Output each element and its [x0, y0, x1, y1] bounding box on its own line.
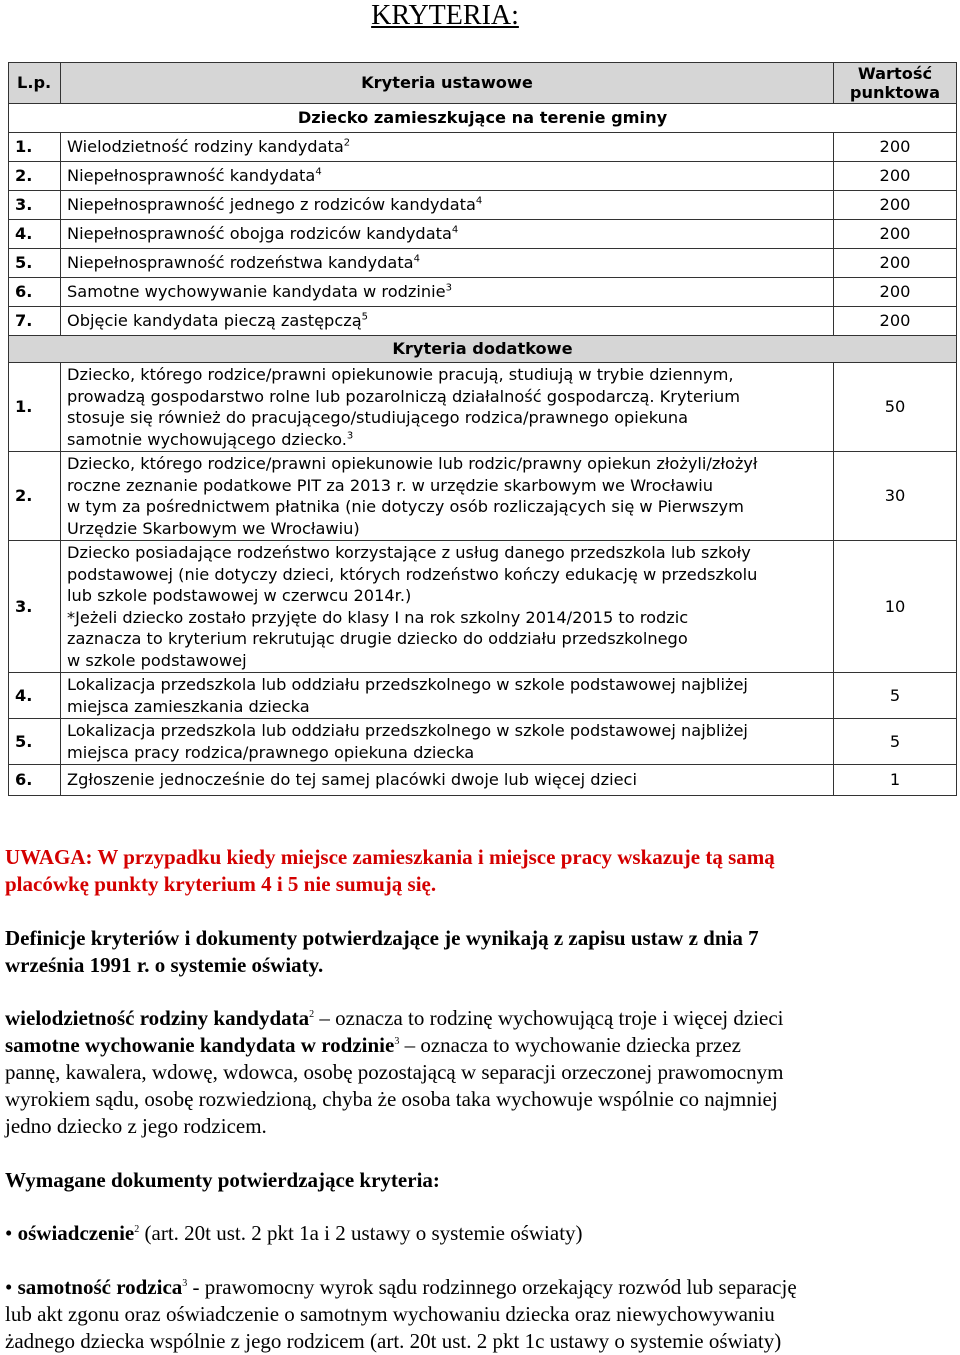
criterion-text: Niepełnosprawność rodzeństwa kandydata [67, 253, 414, 273]
section-additional-row [9, 336, 957, 363]
row-criterion [61, 541, 834, 673]
row-value: 200 [834, 249, 957, 278]
criterion-line: Dziecko, którego rodzice/prawni opiekunowie pracują, studiują w trybie dziennym, [67, 365, 734, 384]
row-value: 5 [834, 673, 957, 719]
criterion-footnote: 4 [475, 195, 483, 207]
header-value: Wartość punktowa [834, 63, 957, 104]
criterion-line: Dziecko posiadające rodzeństwo korzystające z usług danego przedszkola lub szkoły [67, 543, 751, 562]
doc1 [5, 1220, 935, 1247]
row-criterion [61, 162, 834, 191]
notice-line2: placówkę punkty kryterium 4 i 5 nie sumują się. [5, 872, 437, 896]
def1-sup: 2 [309, 1009, 315, 1020]
table-row [9, 162, 957, 191]
row-criterion [61, 191, 834, 220]
doc2-text: - prawomocny wyrok sądu rodzinnego orzekający rozwód lub separację [187, 1275, 797, 1299]
row-criterion [61, 765, 834, 796]
table-row [9, 249, 957, 278]
def1-term: wielodzietność rodziny kandydata [5, 1006, 310, 1030]
criterion-line: Lokalizacja przedszkola lub oddziału przedszkolnego w szkole podstawowej najbliżej [67, 675, 748, 694]
def2-line3: wyrokiem sądu, osobę rozwiedzioną, chyba że osoba taka wychowuje wspólnie co najmniej [5, 1087, 778, 1111]
criterion-line: miejsca pracy rodzica/prawnego opiekuna dziecka [67, 742, 475, 762]
doc1-term: oświadczenie [17, 1221, 135, 1245]
row-lp: 3. [9, 191, 61, 220]
definitions-block [5, 1005, 935, 1140]
criterion-line: zaznacza to kryterium rekrutując drugie dziecko do oddziału przedszkolnego [67, 629, 688, 648]
row-criterion [61, 363, 834, 452]
row-value: 5 [834, 719, 957, 765]
criterion-footnote: 4 [413, 253, 420, 265]
row-value: 200 [834, 220, 957, 249]
def1-text: – oznacza to rodzinę wychowującą troje i więcej dzieci [314, 1006, 784, 1030]
row-value: 1 [834, 765, 957, 796]
criterion-footnote: 4 [315, 166, 322, 178]
doc2-sup: 3 [182, 1278, 188, 1289]
criterion-line: w szkole podstawowej [67, 650, 247, 670]
table-row [9, 191, 957, 220]
header-lp: L.p. [9, 63, 61, 104]
table-row [9, 765, 957, 796]
criterion-line: podstawowej (nie dotyczy dzieci, których rodzeństwo kończy edukację w przedszkolu [67, 564, 758, 584]
notice [5, 844, 935, 898]
section-additional-title: Kryteria dodatkowe [9, 336, 957, 363]
table-row [9, 719, 957, 765]
def2-term: samotne wychowanie kandydata w rodzinie [5, 1033, 395, 1057]
def2-text: – oznacza to wychowanie dziecka przez [399, 1033, 741, 1057]
row-lp: 2. [9, 452, 61, 541]
doc1-bullet: • [5, 1221, 13, 1245]
table-row [9, 363, 957, 452]
row-criterion [61, 719, 834, 765]
criterion-line: *Jeżeli dziecko zostało przyjęte do klasy I na rok szkolny 2014/2015 to rodzic [67, 607, 689, 627]
criterion-text: Niepełnosprawność kandydata [67, 166, 316, 186]
row-criterion [61, 133, 834, 162]
row-lp: 6. [9, 765, 61, 796]
criterion-line: Urzędzie Skarbowym we Wrocławiu) [67, 518, 360, 538]
doc2-bullet: • [5, 1275, 13, 1299]
row-value: 10 [834, 541, 957, 673]
row-value: 200 [834, 133, 957, 162]
criterion-text: Niepełnosprawność obojga rodziców kandydata [67, 224, 452, 244]
row-lp: 4. [9, 673, 61, 719]
doc2-line3: żadnego dziecka wspólnie z jego rodzicem (art. 20t ust. 2 pkt 1c ustawy o systemie oświaty) [5, 1329, 782, 1353]
row-criterion [61, 220, 834, 249]
definitions-intro-line2: września 1991 r. o systemie oświaty. [5, 953, 324, 977]
criterion-text: Niepełnosprawność jednego z rodziców kandydata [67, 195, 476, 215]
row-lp: 1. [9, 363, 61, 452]
doc2 [5, 1274, 935, 1355]
definitions-intro-line1: Definicje kryteriów i dokumenty potwierdzające je wynikają z zapisu ustaw z dnia 7 [5, 926, 759, 950]
notice-line1: UWAGA: W przypadku kiedy miejsce zamieszkania i miejsce pracy wskazuje tą samą [5, 845, 775, 869]
criterion-footnote: 3 [445, 282, 452, 294]
criterion-text: Objęcie kandydata pieczą zastępczą [67, 311, 362, 331]
row-lp: 3. [9, 541, 61, 673]
def2-line4: jedno dziecko z jego rodzicem. [5, 1114, 267, 1138]
criteria-table [8, 62, 957, 796]
doc1-sup: 2 [134, 1224, 140, 1235]
table-row [9, 541, 957, 673]
criterion-footnote: 2 [343, 137, 351, 149]
doc2-line2: lub akt zgonu oraz oświadczenie o samotnym wychowaniu dziecka oraz niewychowywaniu [5, 1302, 775, 1326]
row-value: 200 [834, 278, 957, 307]
criterion-line: samotnie wychowującego dziecko. [67, 429, 347, 449]
header-criteria: Kryteria ustawowe [61, 63, 834, 104]
table-row [9, 133, 957, 162]
row-lp: 6. [9, 278, 61, 307]
criterion-text: Wielodzietność rodziny kandydata [67, 137, 344, 157]
definitions-intro [5, 925, 935, 979]
page-title: KRYTERIA: [371, 0, 519, 31]
row-criterion [61, 673, 834, 719]
row-value: 50 [834, 363, 957, 452]
criterion-line: roczne zeznanie podatkowe PIT za 2013 r. w urzędzie skarbowym we Wrocławiu [67, 475, 714, 495]
criterion-line: lub szkole podstawowej w czerwcu 2014r.) [67, 586, 412, 605]
row-lp: 5. [9, 249, 61, 278]
criterion-text: Samotne wychowywanie kandydata w rodzinie [67, 282, 446, 302]
criterion-footnote: 5 [361, 311, 369, 323]
section-resident-row [9, 104, 957, 133]
table-row [9, 452, 957, 541]
doc2-term: samotność rodzica [17, 1275, 183, 1299]
def2-sup: 3 [394, 1036, 400, 1047]
doc1-text: (art. 20t ust. 2 pkt 1a i 2 ustawy o systemie oświaty) [139, 1221, 583, 1245]
row-criterion [61, 249, 834, 278]
row-value: 200 [834, 162, 957, 191]
row-criterion [61, 307, 834, 336]
row-lp: 4. [9, 220, 61, 249]
criterion-line: prowadzą gospodarstwo rolne lub pozarolniczą działalność gospodarczą. Kryterium [67, 386, 741, 406]
row-lp: 1. [9, 133, 61, 162]
table-row [9, 307, 957, 336]
row-lp: 5. [9, 719, 61, 765]
row-criterion [61, 452, 834, 541]
criterion-line: Zgłoszenie jednocześnie do tej samej placówki dwoje lub więcej dzieci [67, 770, 637, 790]
table-row [9, 278, 957, 307]
table-row [9, 220, 957, 249]
criterion-footnote: 4 [451, 224, 459, 236]
row-criterion [61, 278, 834, 307]
row-value: 200 [834, 307, 957, 336]
table-header-row [9, 63, 957, 104]
criterion-line: miejsca zamieszkania dziecka [67, 696, 310, 716]
criterion-line: stosuje się również do pracującego/studiującego rodzica/prawnego opiekuna [67, 408, 689, 427]
required-docs-heading: Wymagane dokumenty potwierdzające kryteria: [5, 1168, 440, 1192]
table-row [9, 673, 957, 719]
row-value: 30 [834, 452, 957, 541]
row-lp: 7. [9, 307, 61, 336]
criterion-line: Lokalizacja przedszkola lub oddziału przedszkolnego w szkole podstawowej najbliżej [67, 721, 748, 740]
row-value: 200 [834, 191, 957, 220]
row-lp: 2. [9, 162, 61, 191]
criterion-footnote: 3 [346, 430, 354, 442]
criterion-line: Dziecko, którego rodzice/prawni opiekunowie lub rodzic/prawny opiekun złożyli/złożył [67, 454, 758, 473]
criterion-line: w tym za pośrednictwem płatnika (nie dotyczy osób rozliczających się w Pierwszym [67, 497, 744, 516]
def2-line2: pannę, kawalera, wdowę, wdowca, osobę pozostającą w separacji orzeczonej prawomocnym [5, 1060, 784, 1084]
section-resident-title: Dziecko zamieszkujące na terenie gminy [9, 104, 957, 133]
